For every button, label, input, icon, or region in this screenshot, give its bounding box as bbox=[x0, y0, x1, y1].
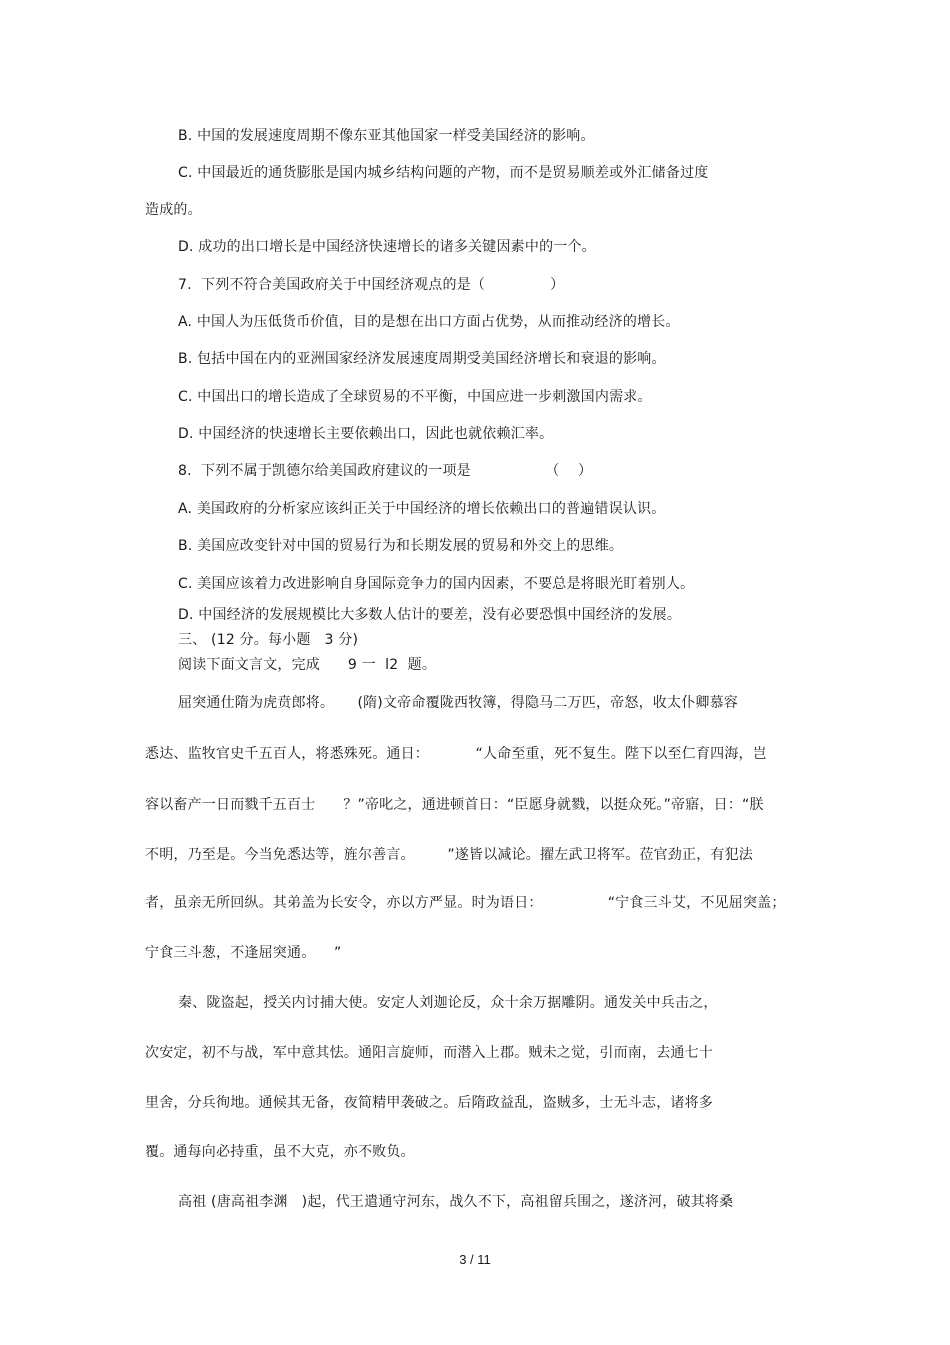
question-7: 7. 下列不符合美国政府关于中国经济观点的是（ ） bbox=[178, 277, 565, 293]
option-8c: C. 美国应该着力改进影响自身国际竞争力的国内因素，不要总是将眼光盯着别人。 bbox=[178, 576, 695, 592]
option-6d: D. 成功的出口增长是中国经济快速增长的诸多关键因素中的一个。 bbox=[178, 239, 596, 255]
passage-line-8: 次安定，初不与战，军中意其怯。通阳言旋师，而潜入上郡。贼未之觉，引而南，去通七十 bbox=[145, 1045, 713, 1061]
passage-line-1: 屈突通仕隋为虎贲郎将。 (隋)文帝命覆陇西牧簿，得隐马二万匹，帝怒，收太仆卿慕容 bbox=[178, 695, 738, 711]
option-6c-cont: 造成的。 bbox=[145, 202, 202, 218]
option-8a: A. 美国政府的分析家应该纠正关于中国经济的增长依赖出口的普遍错误认识。 bbox=[178, 501, 666, 517]
passage-line-9: 里舍，分兵徇地。通候其无备，夜简精甲袭破之。后隋政益乱，盗贼多，士无斗志，诸将多 bbox=[145, 1095, 713, 1111]
question-8: 8. 下列不属于凯德尔给美国政府建议的一项是 （ ） bbox=[178, 463, 593, 479]
passage-line-4: 不明，乃至是。今当免悉达等，旌尔善言。 ”遂皆以减论。擢左武卫将军。莅官劲正，有犯法 bbox=[145, 847, 754, 863]
option-8b: B. 美国应改变针对中国的贸易行为和长期发展的贸易和外交上的思维。 bbox=[178, 538, 624, 554]
option-7b: B. 包括中国在内的亚洲国家经济发展速度周期受美国经济增长和衰退的影响。 bbox=[178, 351, 666, 367]
option-7c: C. 中国出口的增长造成了全球贸易的不平衡，中国应进一步刺激国内需求。 bbox=[178, 389, 652, 405]
passage-line-2: 悉达、监牧官史千五百人，将悉殊死。通日： “人命至重，死不复生。陛下以至仁育四海，岂 bbox=[145, 746, 767, 762]
option-8d: D. 中国经济的发展规模比大多数人估计的要差，没有必要恐惧中国经济的发展。 bbox=[178, 607, 682, 623]
passage-line-7: 秦、陇盗起，授关内讨捕大使。安定人刘迦论反，众十余万据雕阴。通发关中兵击之， bbox=[178, 995, 718, 1011]
passage-line-10: 覆。通每向必持重，虽不大克，亦不败负。 bbox=[145, 1144, 415, 1160]
passage-line-3: 容以畜产一日而戮千五百士 ？”帝叱之，通进顿首日：“臣愿身就戮，以挺众死。”帝寤，日：“朕 bbox=[145, 797, 764, 813]
option-6b: B. 中国的发展速度周期不像东亚其他国家一样受美国经济的影响。 bbox=[178, 128, 595, 144]
page-number: 3 / 11 bbox=[459, 1252, 491, 1267]
passage-line-5: 者，虽亲无所回纵。其弟盖为长安令，亦以方严显。时为语日： “宁食三斗艾，不见屈突盖； bbox=[145, 895, 786, 911]
section-three-heading: 三、 (12 分。每小题 3 分) bbox=[178, 632, 359, 648]
option-6c: C. 中国最近的通货膨胀是国内城乡结构问题的产物，而不是贸易顺差或外汇储备过度 bbox=[178, 165, 709, 181]
option-7d: D. 中国经济的快速增长主要依赖出口，因此也就依赖汇率。 bbox=[178, 426, 554, 442]
section-three-instruction: 阅读下面文言文，完成 9 一 l2 题。 bbox=[178, 657, 437, 673]
passage-line-11: 高祖 (唐高祖李渊 )起，代王遣通守河东，战久不下，高祖留兵围之，遂济河，破其将桑 bbox=[178, 1194, 734, 1210]
option-7a: A. 中国人为压低货币价值，目的是想在出口方面占优势，从而推动经济的增长。 bbox=[178, 314, 680, 330]
passage-line-6: 宁食三斗葱，不逢屈突通。 ” bbox=[145, 945, 342, 961]
